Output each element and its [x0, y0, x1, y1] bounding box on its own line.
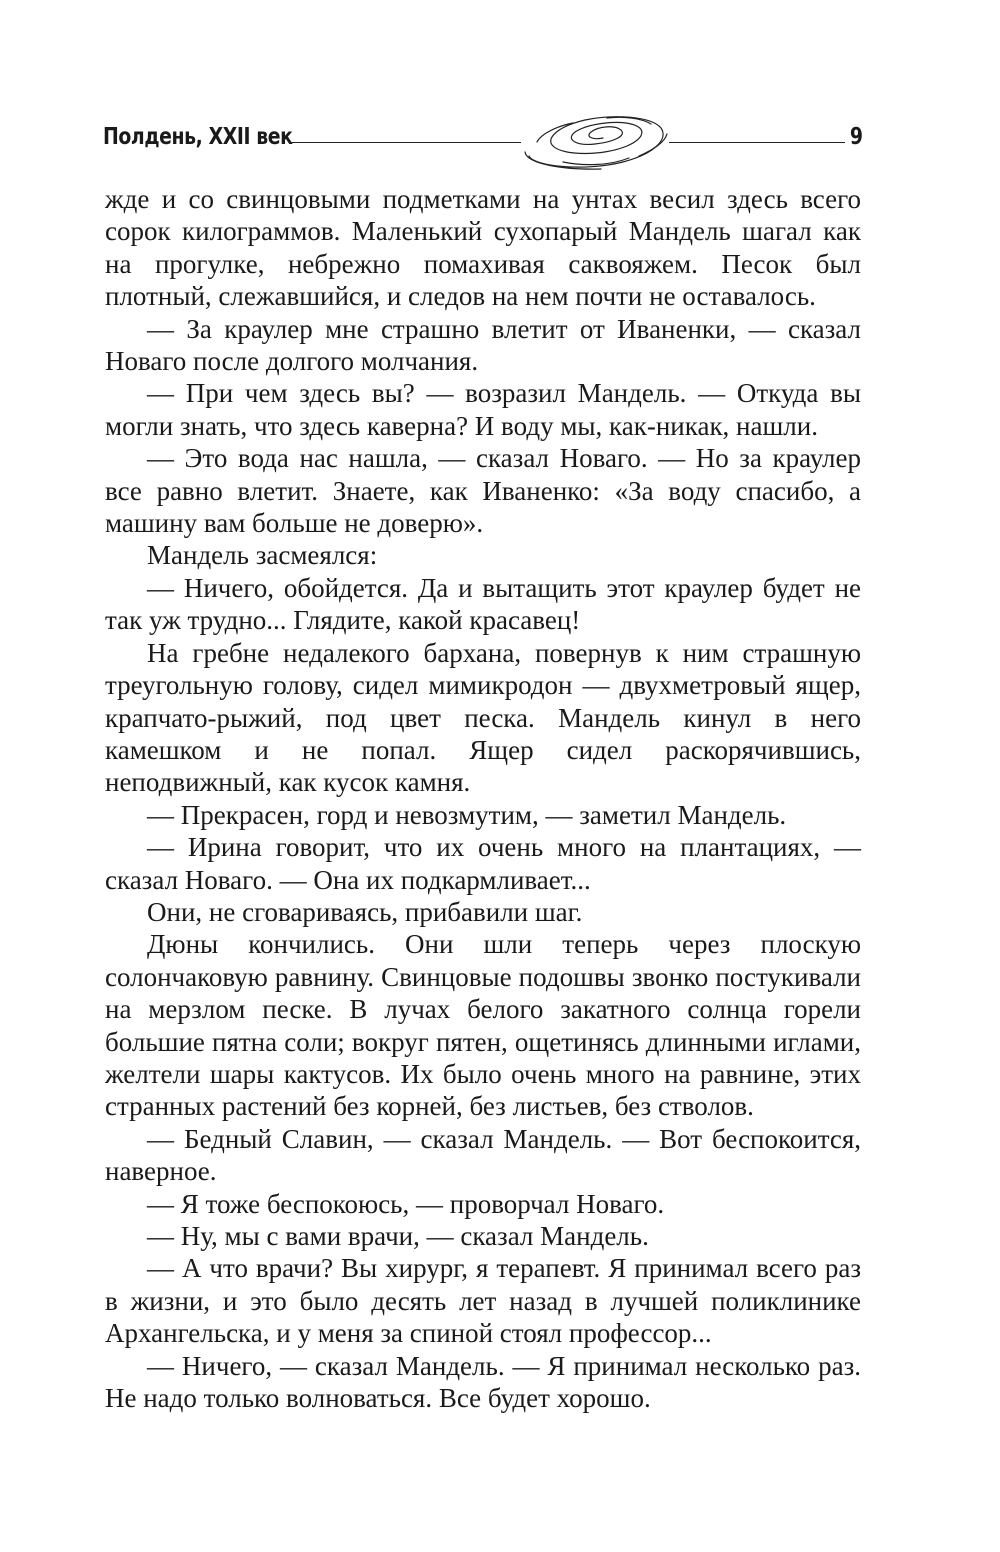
running-title: Полдень, XXII век [103, 124, 293, 150]
paragraph: — Бедный Славин, — сказал Мандель. — Вот беспокоится, наверное. [105, 1123, 861, 1187]
paragraph: — Ничего, обойдется. Да и вытащить этот краулер будет не так уж трудно... Глядите, какой красавец! [105, 572, 861, 636]
paragraph: Мандель засмеялся: [147, 540, 378, 571]
paragraph: — Прекрасен, горд и невозмутим, — заметил Мандель. [147, 799, 787, 830]
paragraph: — А что врачи? Вы хирург, я терапевт. Я принимал всего раз в жизни, и это было десять лет назад в лучшей поликлинике Архангельска, и у меня за спиной стоял профессор... [105, 1253, 861, 1349]
page-number: 9 [849, 124, 863, 150]
paragraph: — Это вода нас нашла, — сказал Новаго. — Но за краулер все равно влетит. Знаете, как Иваненко: «За воду спасибо, а машину вам больше не доверю». [105, 443, 861, 539]
paragraph: — За краулер мне страшно влетит от Иваненки, — сказал Новаго после долгого молчания. [105, 313, 861, 377]
body-text [105, 183, 861, 1414]
header-rule-right [669, 142, 845, 143]
paragraph: — Ничего, — сказал Мандель. — Я принимал несколько раз. Не надо только волноваться. Все будет хорошо. [105, 1350, 861, 1414]
paragraph: — Я тоже беспокоюсь, — проворчал Новаго. [147, 1188, 665, 1219]
running-header [103, 112, 863, 172]
header-rule-left [289, 142, 521, 143]
paragraph: — Ирина говорит, что их очень много на плантациях, — сказал Новаго. — Она их подкармливает... [105, 832, 861, 895]
paragraph: — При чем здесь вы? — возразил Мандель. — Откуда вы могли знать, что здесь каверна? И воду мы, как-никак, нашли. [105, 378, 861, 441]
paragraph: Они, не сговариваясь, прибавили шаг. [147, 896, 583, 927]
paragraph: — Ну, мы с вами врачи, — сказал Мандель. [147, 1221, 649, 1251]
paragraph: жде и со свинцовыми подметками на унтах весил здесь всего сорок килограммов. Маленький сухопарый Мандель шагал как на прогулке, небрежно помахивая саквояжем. Песок был плотный, слежавшийся, и следов на нем почти не оставалось. [105, 184, 861, 312]
paragraph: Дюны кончились. Они шли теперь через плоскую солончаковую равнину. Свинцовые подошвы звонко постукивали на мерзлом песке. В лучах белого закатного солнца горели большие пятна соли; вокруг пятен, ощетинясь длинными иглами, желтели шары кактусов. Их было очень много на равнине, этих странных растений без корней, без листьев, без стволов. [105, 929, 861, 1122]
paragraph: На гребне недалекого бархана, повернув к ним страшную треугольную голову, сидел мимикродон — двухметровый ящер, крапчато-рыжий, под цвет песка. Мандель кинул в него камешком и не попал. Ящер сидел раскорячившись, неподвижный, как кусок камня. [105, 637, 861, 798]
swirl-galaxy-icon [523, 112, 671, 172]
